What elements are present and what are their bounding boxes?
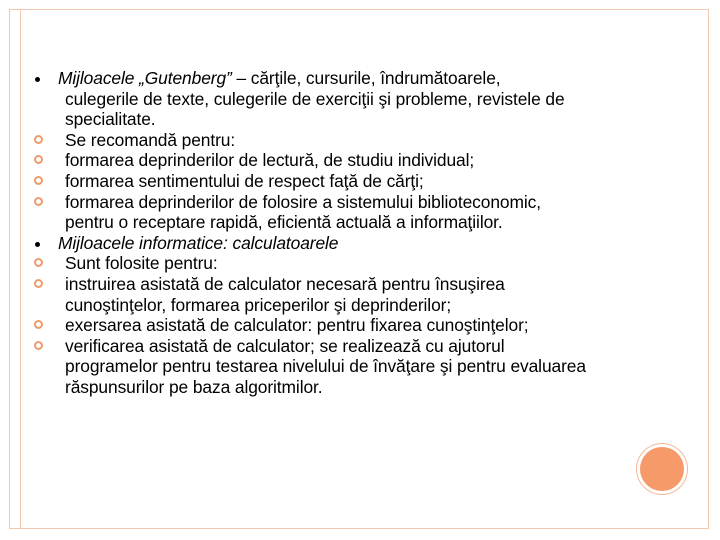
- item-text: exersarea asistată de calculator: pentru fixarea cunoştinţelor;: [65, 315, 529, 336]
- ring-bullet-icon: [33, 171, 57, 191]
- slide-body: [33, 68, 703, 398]
- item-text: formarea deprinderilor de lectură, de studiu individual;: [65, 150, 475, 171]
- ring-bullet-icon: [33, 253, 57, 273]
- ring-bullet-icon: [33, 336, 57, 356]
- item-text: formarea sentimentului de respect faţă de cărţi;: [65, 170, 424, 191]
- line: [58, 68, 703, 89]
- ring-bullet-icon: [33, 192, 57, 212]
- list-item-heading: [33, 68, 703, 130]
- item-text: Sunt folosite pentru:: [65, 253, 218, 274]
- list-item-heading: [33, 233, 703, 254]
- item-text: Se recomandă pentru:: [65, 129, 236, 150]
- item-text: verificarea asistată de calculator; se realizează cu ajutorul: [65, 335, 505, 356]
- item-text: instruirea asistată de calculator necesară pentru însuşirea: [65, 273, 505, 294]
- heading-text: Mijloacele „Gutenberg”: [58, 68, 232, 88]
- slide-left-rule: [20, 9, 21, 529]
- continuation-line: răspunsurilor pe baza algoritmilor.: [65, 376, 323, 397]
- list-item: [33, 315, 703, 336]
- item-text: formarea deprinderilor de folosire a sistemului biblioteconomic,: [65, 191, 541, 212]
- ring-bullet-icon: [33, 274, 57, 294]
- ring-bullet-icon: [33, 315, 57, 335]
- dot-bullet-icon: [33, 233, 57, 253]
- dot-bullet-icon: [33, 68, 57, 88]
- list-item: [33, 150, 703, 171]
- decorative-circle: [640, 447, 684, 491]
- continuation-line: programelor pentru testarea nivelului de învăţare şi pentru evaluarea: [65, 356, 586, 377]
- list-item: [33, 171, 703, 192]
- continuation-line: specialitate.: [65, 109, 156, 130]
- list-item: [33, 130, 703, 151]
- continuation-line: pentru o receptare rapidă, eficientă actuală a informaţiilor.: [65, 212, 503, 233]
- ring-bullet-icon: [33, 130, 57, 150]
- continuation-line: cunoştinţelor, formarea priceperilor şi deprinderilor;: [65, 294, 452, 315]
- heading-text: Mijloacele informatice: calculatoarele: [58, 232, 339, 253]
- list-item: [33, 253, 703, 274]
- heading-rest: – cărţile, cursurile, îndrumătoarele,: [231, 68, 501, 88]
- ring-bullet-icon: [33, 150, 57, 170]
- list-item: [33, 336, 703, 398]
- continuation-line: culegerile de texte, culegerile de exerciţii şi probleme, revistele de: [65, 88, 565, 109]
- line: [58, 233, 703, 254]
- list-item: [33, 274, 703, 315]
- list-item: [33, 192, 703, 233]
